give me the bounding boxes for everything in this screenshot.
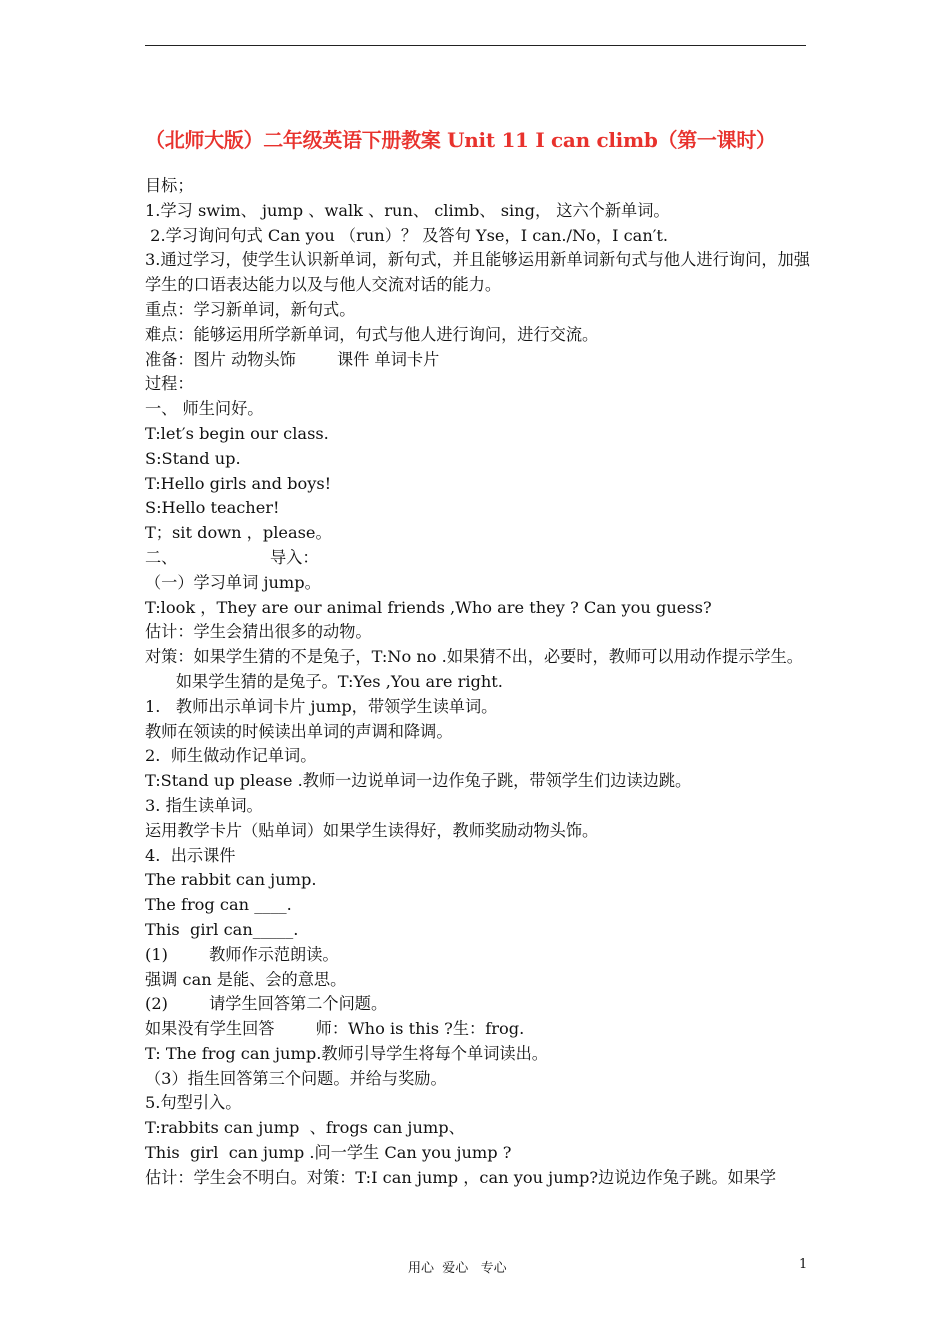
body-line: This girl can jump .问一学生 Can you jump ? [145,1143,512,1163]
body-line: 重点：学习新单词，新句式。 [145,299,356,319]
body-line: (2) 请学生回答第二个问题。 [145,994,388,1014]
body-line: 如果学生猜的是兔子。T:Yes ,You are right. [145,671,503,691]
body-line: 难点：能够运用所学新单词，句式与他人进行询问，进行交流。 [145,324,599,344]
document-body [145,174,810,1191]
body-line: 4. 出示课件 [145,845,236,865]
body-line: T:let′s begin our class. [145,423,329,443]
body-line: 1.学习 swim、 jump 、walk 、run、 climb、 sing， 这六个新单词。 [145,200,670,220]
body-line: S:Hello teacher! [145,498,280,518]
body-line: 估计：学生会猜出很多的动物。 [145,622,372,642]
body-line: 3. 指生读单词。 [145,795,263,815]
body-line: 准备：图片 动物头饰 课件 单词卡片 [145,349,440,369]
body-line: This girl can_____. [145,919,299,939]
body-line: 5.句型引入。 [145,1093,242,1113]
document-title: （北师大版）二年级英语下册教案 Unit 11 I can climb（第一课时） [145,128,776,152]
body-paragraph: 3.通过学习，使学生认识新单词，新句式，并且能够运用新单词新句式与他人进行询问，加强学生的口语表达能力以及与他人交流对话的能力。 [145,250,810,295]
body-line: 如果没有学生回答 师：Who is this ?生：frog. [145,1019,525,1039]
body-line: （3）指生回答第三个问题。并给与奖励。 [145,1068,447,1088]
body-line: 二、 导入： [145,547,319,567]
body-line: T:rabbits can jump 、frogs can jump、 [145,1118,465,1138]
body-line: T:look ，They are our animal friends ,Who are they ? Can you guess? [145,597,712,617]
body-line: 1. 教师出示单词卡片 jump，带领学生读单词。 [145,696,498,716]
body-line: T；sit down ，please。 [145,523,332,543]
body-paragraph: 对策：如果学生猜的不是兔子，T:No no .如果猜不出，必要时，教师可以用动作提示学生。 [145,647,803,667]
body-line: 目标； [145,176,194,195]
body-line: 2. 师生做动作记单词。 [145,746,317,766]
body-line: 估计：学生会不明白。对策：T:I can jump ，can you jump?边说边作兔子跳。如果学 [145,1167,777,1187]
header-rule [145,45,806,46]
body-line: T:Hello girls and boys! [145,473,332,493]
body-line: 2.学习询问句式 Can you （run）？ 及答句 Yse，I can./No，I can′t. [145,225,669,245]
body-line: 教师在领读的时候读出单词的声调和降调。 [145,721,453,741]
body-line: 运用教学卡片（贴单词）如果学生读得好，教师奖励动物头饰。 [145,820,599,840]
body-line: S:Stand up. [145,448,241,468]
body-line: 过程： [145,374,194,394]
body-line: 强调 can 是能、会的意思。 [145,969,347,989]
body-line: 一、 师生问好。 [145,399,264,419]
body-line: T:Stand up please .教师一边说单词一边作兔子跳，带领学生们边读边跳。 [145,771,692,791]
body-line: T: The frog can jump.教师引导学生将每个单词读出。 [145,1043,548,1063]
body-line: The rabbit can jump. [145,870,317,890]
body-line: (1) 教师作示范朗读。 [145,944,339,964]
page-number: 1 [799,1257,808,1272]
body-line: The frog can ____. [145,895,292,915]
page-footer: 用心 爱心 专心 [408,1261,507,1276]
body-line: （一）学习单词 jump。 [145,572,321,592]
